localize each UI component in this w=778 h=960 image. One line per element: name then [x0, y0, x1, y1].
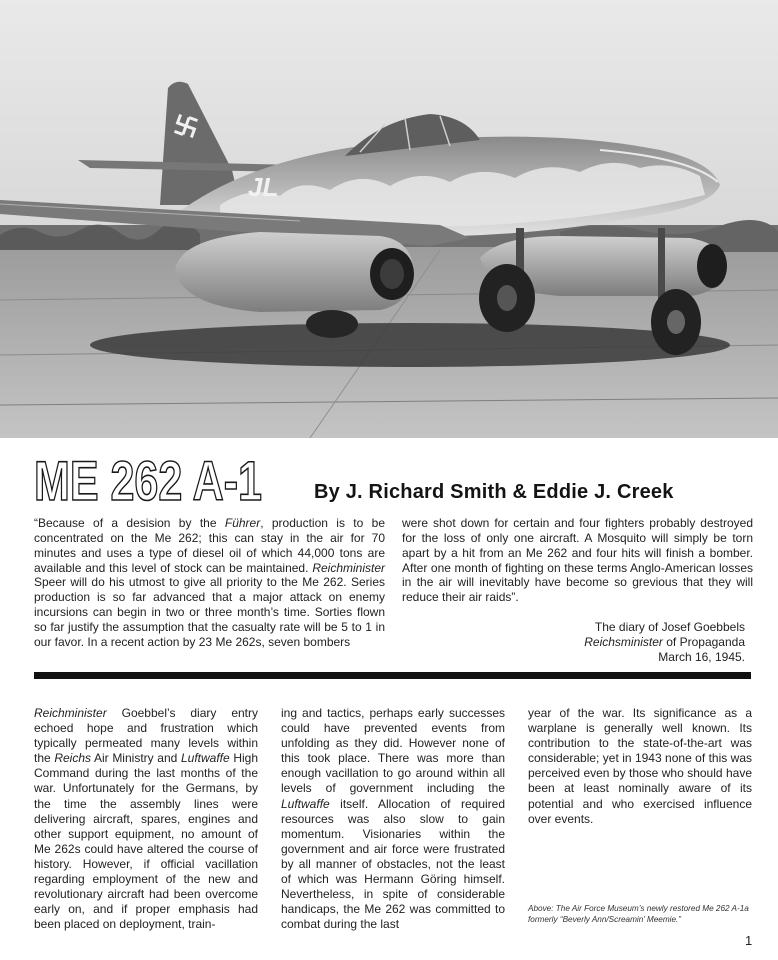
italic-run: Luftwaffe [281, 796, 330, 811]
text-run: High Command during the last months of the war. Unfortunately for the Germans, by the time the assembly lines were delivering aircraft, spares, engines and other support equipment, no amount of Me 262s could have altered the course of history. However, if official vacillation regarding employment of the new and revolutionary aircraft had been overcome early on, and if proper emphasis had been placed on deployment, train- [34, 751, 258, 932]
attribution-date: March 16, 1945. [658, 649, 745, 664]
italic-run: Reichs [54, 751, 92, 766]
page-number: 1 [745, 933, 753, 948]
text-run: Speer will do his utmost to give all priority to the Me 262. Series production is so far advanced that a major attack on enemy incursions can begin in two or three month’s time. Sorties flown so far justify the assumption that the casualty rate will be 5 to 1 in our favor. In a recent action by 23 Me 262s, seven bombers [34, 575, 385, 649]
italic-run: Reichminister [312, 560, 385, 575]
photo-caption: Above: The Air Force Museum’s newly restored Me 262 A-1a formerly “Beverly Ann/Screamin’ Meemie.” [528, 904, 749, 924]
body-text-1 [34, 706, 258, 932]
attribution-title-suffix: of Propaganda [662, 634, 745, 649]
quote-left-column [34, 516, 385, 650]
body-text-2 [281, 706, 505, 932]
quote-attribution [470, 620, 745, 665]
attribution-line-2 [470, 635, 745, 650]
fuselage-code: JL [248, 172, 279, 202]
body-column-1 [34, 706, 258, 932]
italic-run: Führer [224, 516, 261, 530]
text-run: Goebbel’s diary entry echoed hope and frustration which typically permeated many levels within the [34, 706, 258, 766]
aircraft-photo [0, 0, 778, 438]
body-text-3: year of the war. Its significance as a warplane is generally well known. Its contribution to the state-of-the-art was considerable; yet in 1943 none of this was perceived even by those who should have been at least nominally aware of its potential and who exercised influence over events. [528, 706, 752, 826]
text-run: , production is to be concentrated on the Me 262; this can stay in the air for 70 minutes and uses a type of diesel oil of which 44,000 tons are available and this level of stock can be maintained. [34, 516, 385, 575]
byline: By J. Richard Smith & Eddie J. Creek [314, 481, 674, 503]
quote-left-text [34, 516, 385, 650]
title-logo-text: ME 262 A-1 [34, 449, 262, 512]
text-run: Air Ministry and [91, 751, 181, 766]
quote-right-text: were shot down for certain and four fighters probably destroyed for the loss of only one aircraft. A Mosquito will simply be torn apart by a hit from an Me 262 and four hits will finish a bomber. After one month of fighting on these terms Anglo-American losses in the air will inevitably have become so grevious that they will reduce their air raids”. [402, 516, 753, 605]
text-run: itself. Allocation of required resources was also slow to gain momentum. Visionaries within the government and air force were frustrated by all manner of obstacles, not the least of which was Hermann Göring himself. Nevertheless, in spite of considerable handicaps, the Me 262 was committed to combat during the last [281, 796, 505, 932]
italic-run: Luftwaffe [180, 751, 230, 766]
body-column-3 [528, 706, 752, 827]
section-divider [34, 672, 751, 679]
attribution-line-1: The diary of Josef Goebbels [594, 620, 745, 634]
text-run: “Because of a desision by the [34, 516, 225, 530]
italic-run: Reichminister [34, 706, 107, 720]
quote-right-column [402, 516, 753, 605]
body-column-2 [281, 706, 505, 932]
text-run: ing and tactics, perhaps early successes could have prevented events from unfolding as they did. However none of this took place. There was more than enough vacillation to go around within all levels of government including the [281, 706, 505, 796]
title-logo [32, 449, 268, 512]
attribution-title: Reichsminister [584, 634, 663, 649]
